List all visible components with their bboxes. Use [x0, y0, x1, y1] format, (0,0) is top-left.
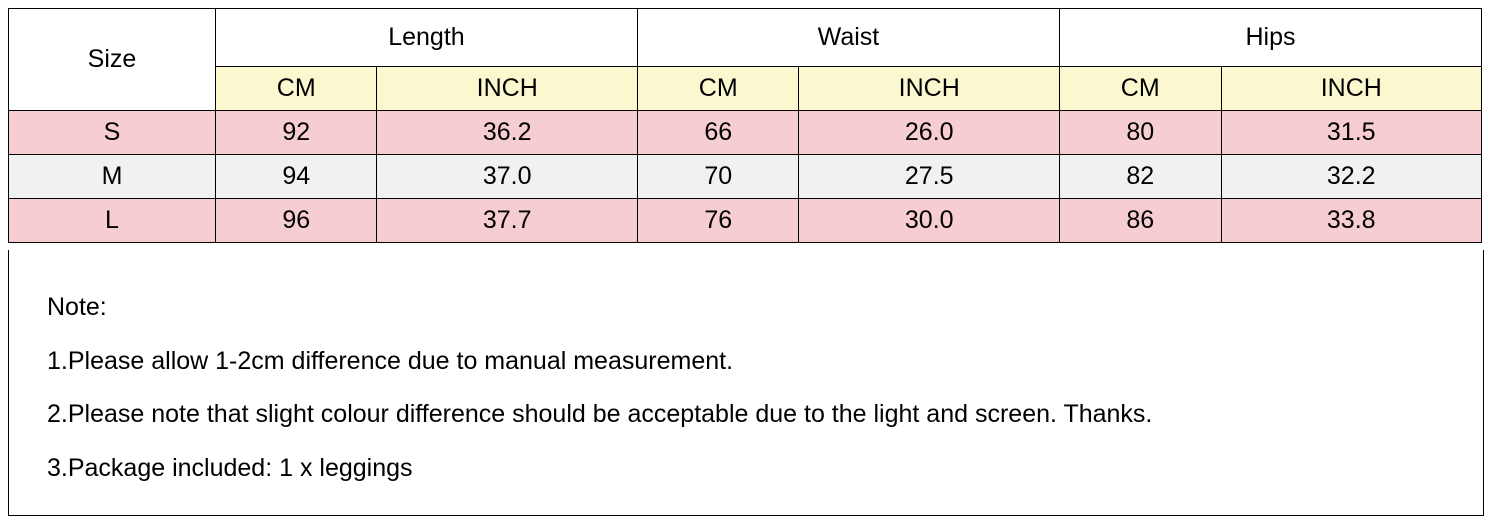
note-line-2: 2.Please note that slight colour difference should be acceptable due to the light and screen. Thanks.	[47, 400, 1153, 428]
notes-section	[8, 250, 1484, 516]
cell-hips-cm: 82	[1059, 155, 1221, 199]
header-size: Size	[9, 9, 216, 111]
notes-title: Note:	[47, 293, 107, 321]
cell-length-cm: 96	[215, 199, 377, 243]
cell-size: M	[9, 155, 216, 199]
cell-waist-inch: 30.0	[799, 199, 1059, 243]
cell-waist-inch: 26.0	[799, 111, 1059, 155]
header-group-length: Length	[215, 9, 637, 67]
header-group-waist: Waist	[637, 9, 1059, 67]
cell-length-inch: 37.7	[377, 199, 637, 243]
cell-waist-cm: 66	[637, 111, 799, 155]
table-header-row-units	[9, 67, 1482, 111]
header-length-cm: CM	[215, 67, 377, 111]
cell-length-inch: 37.0	[377, 155, 637, 199]
header-group-hips: Hips	[1059, 9, 1481, 67]
header-hips-inch: INCH	[1221, 67, 1482, 111]
note-line-1: 1.Please allow 1-2cm difference due to manual measurement.	[47, 346, 734, 375]
cell-hips-inch: 32.2	[1221, 155, 1482, 199]
cell-length-cm: 92	[215, 111, 377, 155]
header-waist-cm: CM	[637, 67, 799, 111]
cell-size: L	[9, 199, 216, 243]
cell-hips-inch: 33.8	[1221, 199, 1482, 243]
header-length-inch: INCH	[377, 67, 637, 111]
table-header-row-groups	[9, 9, 1482, 67]
table-row	[9, 155, 1482, 199]
cell-waist-cm: 76	[637, 199, 799, 243]
cell-hips-cm: 86	[1059, 199, 1221, 243]
cell-hips-cm: 80	[1059, 111, 1221, 155]
cell-size: S	[9, 111, 216, 155]
cell-length-cm: 94	[215, 155, 377, 199]
cell-waist-cm: 70	[637, 155, 799, 199]
header-waist-inch: INCH	[799, 67, 1059, 111]
size-chart-table	[8, 8, 1482, 243]
note-line-3: 3.Package included: 1 x leggings	[47, 453, 413, 482]
table-row	[9, 111, 1482, 155]
table-row	[9, 199, 1482, 243]
header-hips-cm: CM	[1059, 67, 1221, 111]
cell-length-inch: 36.2	[377, 111, 637, 155]
cell-hips-inch: 31.5	[1221, 111, 1482, 155]
cell-waist-inch: 27.5	[799, 155, 1059, 199]
